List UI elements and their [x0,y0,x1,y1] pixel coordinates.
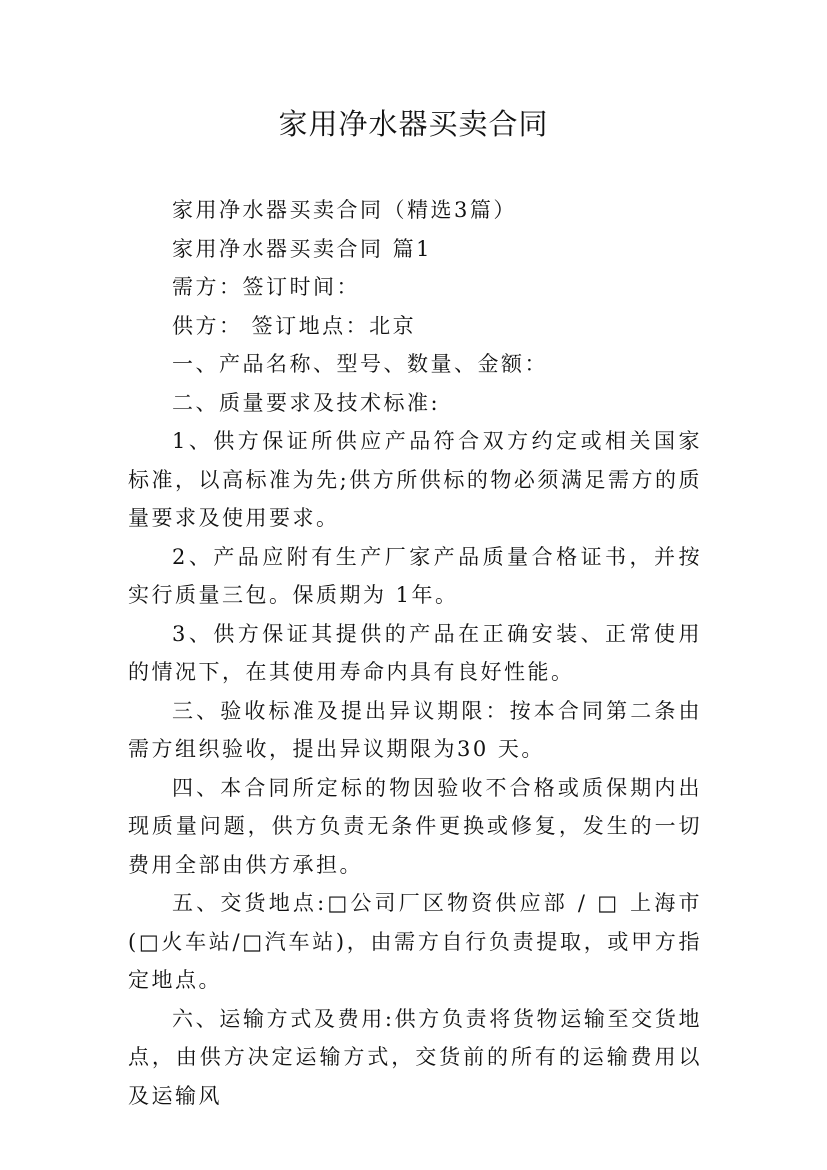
paragraph-clause-1: 一、产品名称、型号、数量、金额： [172,352,548,376]
paragraph-clause-2: 二、质量要求及技术标准: [172,390,441,415]
paragraph-item-3: 3、供方保证其提供的产品在正确安装、正常使用的情况下，在其使用寿命内具有良好性能。 [128,621,702,684]
paragraph-subtitle: 家用净水器买卖合同（精选3篇） [172,198,517,222]
paragraph-item-2: 2、产品应附有生产厂家产品质量合格证书，并按实行质量三包。保质期为 1年。 [128,544,702,607]
paragraph-buyer: 需方：签订时间： [172,275,360,299]
document-body [128,191,702,1115]
paragraph-heading: 家用净水器买卖合同 篇1 [172,236,433,261]
document-title: 家用净水器买卖合同 [278,107,549,141]
paragraph-clause-3: 三、验收标准及提出异议期限：按本合同第二条由需方组织验收，提出异议期限为30 天。 [128,698,702,761]
paragraph-clause-4: 四、本合同所定标的物因验收不合格或质保期内出现质量问题，供方负责无条件更换或修复，发生的一切费用全部由供方承担。 [128,775,702,877]
paragraph-clause-6: 六、运输方式及费用:供方负责将货物运输至交货地点，由供方决定运输方式，交货前的所有的运输费用以及运输风 [128,1006,702,1108]
paragraph-clause-5: 五、交货地点:□公司厂区物资供应部 / □ 上海市(□火车站/□汽车站)，由需方自行负责提取，或甲方指定地点。 [128,891,702,992]
paragraph-supplier: 供方： 签订地点：北京 [172,313,417,338]
paragraph-item-1: 1、供方保证所供应产品符合双方约定或相关国家标准，以高标准为先;供方所供标的物必须满足需方的质量要求及使用要求。 [128,429,702,530]
